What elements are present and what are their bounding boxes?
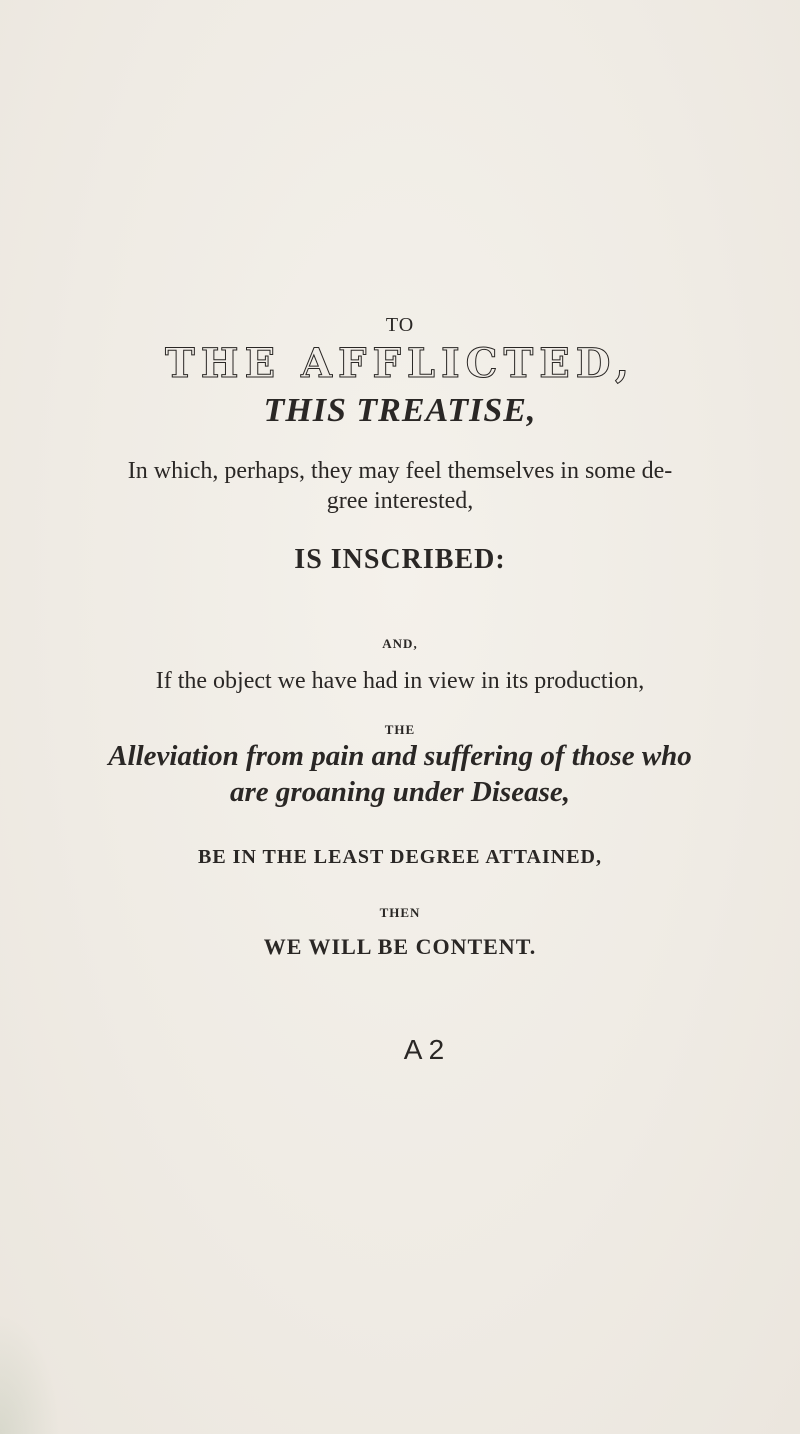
- page-edge-shadow: [0, 1314, 60, 1434]
- then-word: THEN: [379, 905, 421, 920]
- alleviation-line-1: Alleviation from pain and suffering of those who: [108, 740, 692, 772]
- dedicatee-heading: THE AFFLICTED,: [165, 340, 635, 387]
- dedication-line-1: In which, perhaps, they may feel themselves in some de-: [127, 458, 673, 484]
- treatise-title: THIS TREATISE,: [263, 392, 537, 429]
- signature-mark: A 2: [403, 1034, 445, 1065]
- dedication-line-3: If the object we have had in view in its production,: [155, 668, 645, 694]
- alleviation-line-2: are groaning under Disease,: [230, 776, 570, 808]
- the-word: THE: [384, 722, 416, 737]
- degree-line: BE IN THE LEAST DEGREE ATTAINED,: [198, 846, 602, 868]
- dedication-to: TO: [385, 314, 415, 336]
- inscribed-heading: IS INSCRIBED:: [294, 544, 506, 575]
- and-word: AND,: [382, 636, 418, 651]
- dedication-line-2: gree interested,: [326, 488, 474, 514]
- content-line: WE WILL BE CONTENT.: [263, 934, 537, 959]
